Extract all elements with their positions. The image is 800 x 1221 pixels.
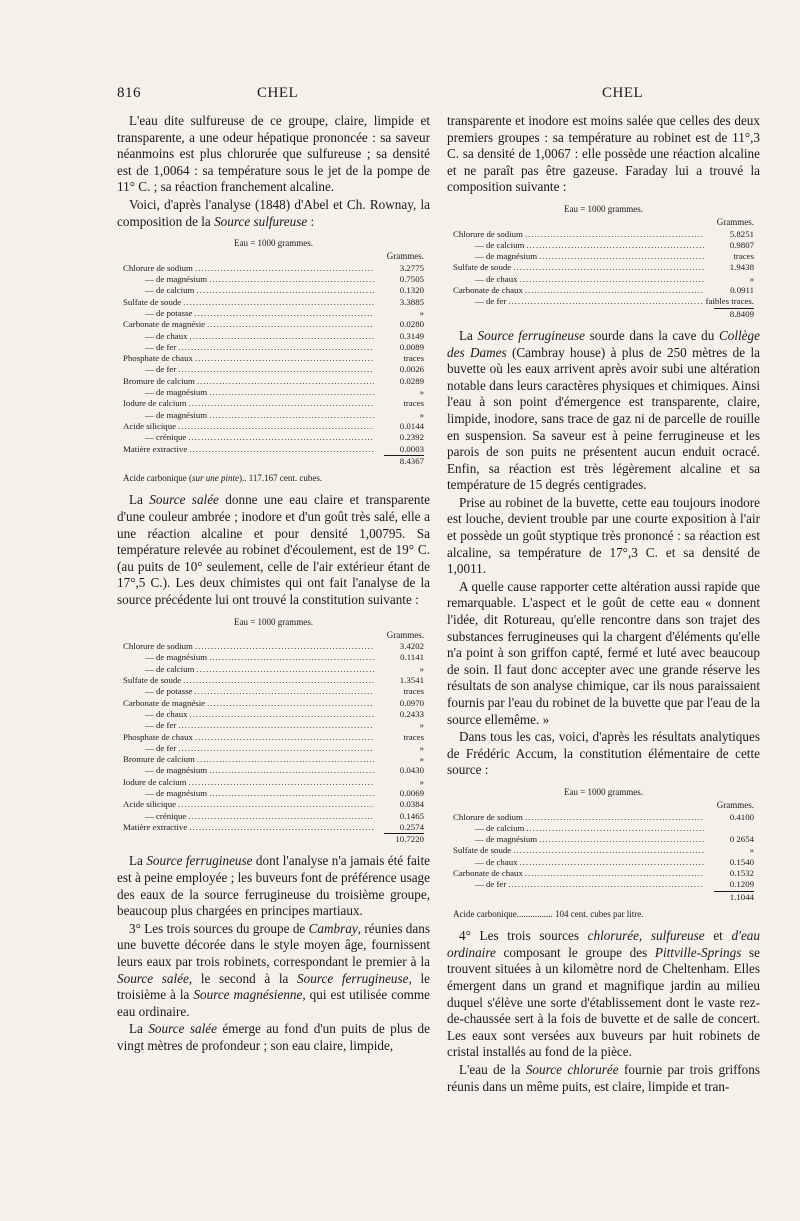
compound-value: 0.1465	[399, 810, 424, 821]
table-row	[123, 353, 424, 364]
table-row	[453, 879, 754, 890]
dot-leader	[539, 834, 704, 845]
compound-name: — de fer	[145, 742, 177, 753]
table-unit: Grammes.	[716, 217, 754, 228]
compound-value: traces	[403, 398, 424, 409]
compound-name: Carbonate de magnésie	[123, 697, 206, 708]
compound-name: — de chaux	[475, 273, 518, 284]
dot-leader	[189, 398, 374, 409]
table-row	[453, 251, 754, 262]
paragraph: Dans tous les cas, voici, d'après les résultats analytiques de Frédéric Accum, la constitution élémentaire de cette source :	[447, 729, 760, 778]
paragraph: L'eau dite sulfureuse de ce groupe, claire, limpide et transparente, a une odeur hépatique prononcée : sa saveur néanmoins est plus chlorurée que sulfureuse ; sa densité est de 1,0064 : sa température sous le jet de la pompe de 11° C. ; sa réaction franchement alcaline.	[117, 113, 430, 195]
compound-value: 0.1540	[729, 856, 754, 867]
table-row	[453, 262, 754, 273]
compound-name: — de calcium	[145, 663, 195, 674]
compound-value: traces	[403, 731, 424, 742]
compound-value: traces	[403, 353, 424, 364]
table-unit: Grammes.	[716, 800, 754, 811]
table-total: 8.8409	[453, 308, 754, 320]
compound-name: Chlorure de sodium	[123, 641, 193, 652]
compound-name: — de magnésium	[145, 409, 208, 420]
dot-leader	[525, 285, 704, 296]
compound-value: 3.3885	[399, 296, 424, 307]
table-row	[123, 297, 424, 308]
compound-value: 0.0911	[730, 285, 754, 296]
table-caption: Eau = 1000 grammes.	[563, 203, 644, 214]
dot-leader	[508, 296, 703, 307]
table-row	[123, 709, 424, 720]
dot-leader	[196, 285, 374, 296]
table-rows	[123, 641, 424, 833]
table-row	[123, 686, 424, 697]
dot-leader	[508, 879, 704, 890]
dot-leader	[526, 240, 704, 251]
compound-name: Acide silicique	[123, 420, 177, 431]
left-column	[117, 113, 430, 1056]
table-row	[123, 285, 424, 296]
compound-value: 0.2392	[399, 432, 424, 443]
table-row	[123, 799, 424, 810]
compound-name: — de fer	[145, 364, 177, 375]
dot-leader	[526, 823, 704, 834]
dot-leader	[195, 353, 374, 364]
compound-value: faibles traces.	[705, 296, 754, 307]
compound-value: traces	[733, 251, 754, 262]
compound-value: 0.0280	[399, 319, 424, 330]
table-caption: Eau = 1000 grammes.	[563, 786, 644, 797]
compound-name: — de calcium	[475, 822, 525, 833]
table-row	[123, 720, 424, 731]
compound-name: Bromure de calcium	[123, 375, 195, 386]
compound-name: — de magnésium	[145, 765, 208, 776]
dot-leader	[209, 652, 374, 663]
table-row	[123, 664, 424, 675]
table-rows	[453, 812, 754, 891]
compound-value: 0.0069	[399, 788, 424, 798]
compound-name: — de potasse	[145, 307, 193, 318]
table-row	[123, 788, 424, 799]
table-row	[453, 834, 754, 845]
table-row	[123, 765, 424, 776]
dot-leader	[178, 421, 374, 432]
dot-leader	[195, 263, 374, 274]
compound-name: — de magnésium	[145, 788, 208, 798]
table-row	[123, 698, 424, 709]
compound-value: 0.0003	[399, 443, 424, 454]
compound-value: 0.7505	[399, 274, 424, 285]
compound-name: — de magnésium	[145, 652, 208, 663]
table-caption: Eau = 1000 grammes.	[233, 238, 314, 249]
dot-leader	[197, 754, 374, 765]
dot-leader	[190, 331, 374, 342]
table-row	[123, 777, 424, 788]
table-total: 1.1044	[453, 891, 754, 903]
compound-value: traces	[403, 686, 424, 697]
table-row	[453, 296, 754, 307]
dot-leader	[183, 297, 374, 308]
compound-name: — de chaux	[145, 330, 188, 341]
table-row	[123, 398, 424, 409]
compound-name: Iodure de calcium	[123, 776, 187, 787]
table-row	[123, 274, 424, 285]
dot-leader	[209, 410, 374, 421]
compound-name: Carbonate de chaux	[453, 868, 523, 879]
dot-leader	[189, 777, 374, 788]
table-row	[453, 845, 754, 856]
compound-name: Sulfate de soude	[453, 262, 512, 273]
dot-leader	[195, 641, 374, 652]
compound-name: Bromure de calcium	[123, 754, 195, 765]
dot-leader	[194, 308, 374, 319]
compound-name: Matière extractive	[123, 443, 188, 454]
compound-value: 0.0144	[399, 420, 424, 431]
table-row	[123, 743, 424, 754]
compound-name: — de fer	[475, 296, 507, 307]
running-title-right: CHEL	[602, 85, 644, 101]
table-row	[123, 410, 424, 421]
dot-leader	[209, 274, 374, 285]
compound-value: 5.8251	[729, 228, 754, 239]
compound-name: Chlorure de sodium	[453, 228, 523, 239]
table-total: 10.7220	[123, 833, 424, 845]
dot-leader	[178, 342, 374, 353]
dot-leader	[520, 274, 704, 285]
compound-value: 0.0089	[399, 341, 424, 352]
paragraph: La Source salée émerge au fond d'un puits de plus de vingt mètres de profondeur ; son eau claire, limpide,	[117, 1021, 430, 1054]
compound-value: »	[419, 663, 424, 674]
table-row	[123, 675, 424, 686]
compound-value: »	[419, 409, 424, 420]
table-note: Acide carbonique (sur une pinte).. 117.167 cent. cubes.	[123, 473, 323, 484]
table-row	[453, 285, 754, 296]
compound-name: Carbonate de chaux	[453, 285, 523, 296]
paragraph: transparente et inodore est moins salée que celles des deux premiers groupes : sa température au robinet est de 11°,3 C. sa densité de 1,0067 : elle possède une réaction alcaline et ne paraît pas être gazeuse. Faraday lui a trouvé la composition suivante :	[447, 113, 760, 195]
table-row	[453, 812, 754, 823]
table-note: Acide carbonique................ 104 cent. cubes par litre.	[453, 908, 644, 919]
compound-name: — de chaux	[475, 856, 518, 867]
dot-leader	[209, 788, 374, 799]
table-row	[123, 387, 424, 398]
dot-leader	[539, 251, 704, 262]
dot-leader	[520, 857, 704, 868]
compound-name: — de magnésium	[145, 274, 208, 285]
dot-leader	[189, 444, 374, 455]
compound-value: 0.4100	[729, 811, 754, 822]
table-row	[123, 331, 424, 342]
table-row	[123, 754, 424, 765]
table-unit: Grammes.	[386, 251, 424, 262]
compound-value: 0.0430	[399, 765, 424, 776]
dot-leader	[195, 732, 374, 743]
compound-value: »	[419, 742, 424, 753]
table-row	[123, 732, 424, 743]
compound-name: — de fer	[475, 879, 507, 890]
paragraph: Voici, d'après l'analyse (1848) d'Abel et Ch. Rownay, la composition de la Source sulfureuse :	[117, 196, 430, 229]
compound-value: 0 2654	[729, 834, 754, 845]
compound-name: — de magnésium	[475, 251, 538, 262]
table-rows	[453, 229, 754, 308]
dot-leader	[178, 720, 374, 731]
compound-value: 0.0289	[399, 375, 424, 386]
compound-name: Iodure de calcium	[123, 398, 187, 409]
dot-leader	[188, 811, 374, 822]
dot-leader	[513, 845, 704, 856]
table-unit: Grammes.	[386, 629, 424, 640]
compound-value: 0.0970	[399, 697, 424, 708]
compound-name: — de fer	[145, 720, 177, 731]
compound-value: 0.1532	[729, 868, 754, 879]
compound-name: — de magnésium	[145, 387, 208, 398]
composition-table-salee	[123, 617, 424, 846]
dot-leader	[190, 709, 374, 720]
compound-name: — crénique	[145, 432, 187, 443]
paragraph: 4° Les trois sources chlorurée, sulfureuse et d'eau ordinaire composant le groupe des Pittville-Springs se trouvent situées à un kilomètre nord de Cheltenham. Elles émergent dans un grand et magnifique jardin au milieu duquel s'élève une sorte d'établissement dont le vaste rez-de-chaussée sert à la fois de buvette et de salle de concert. Les eaux sont versées aux buveurs par huit robinets de cristal installés au fond de la pièce.	[447, 928, 760, 1060]
dot-leader	[178, 364, 374, 375]
table-row	[453, 857, 754, 868]
compound-value: 0.0026	[399, 364, 424, 375]
compound-name: Chlorure de sodium	[453, 811, 523, 822]
table-row	[123, 421, 424, 432]
table-row	[123, 308, 424, 319]
compound-value: »	[419, 307, 424, 318]
paragraph: 3° Les trois sources du groupe de Cambray, réunies dans une buvette décorée dans le style moyen âge, fournissent leurs eaux par trois robinets, correspondant le premier à la Source salée, le second à la Source ferrugineuse, le troisième à la Source magnésienne, qui est utilisée comme eau ordinaire.	[117, 920, 431, 1019]
composition-table-magnesienne	[453, 204, 754, 320]
compound-value: »	[419, 776, 424, 787]
compound-value: 0.1141	[400, 652, 424, 663]
table-row	[453, 229, 754, 240]
paragraph: La Source salée donne une eau claire et transparente d'une couleur ambrée ; inodore et d'un goût très salé, elle a une réaction alcaline et pour densité 1,00795. Sa température relevée au robinet d'écoulement, est de 19° C. (au puits de 10° seulement, celle de l'air extérieur étant de 17°,5 C.). Les deux chimistes qui ont fait l'analyse de la source précédente lui ont trouvé la constitution suivante :	[117, 492, 430, 607]
compound-value: 0.2433	[399, 708, 424, 719]
compound-name: — de calcium	[145, 285, 195, 296]
table-row	[123, 641, 424, 652]
table-row	[453, 823, 754, 834]
composition-table-sulfureuse	[123, 238, 424, 484]
compound-value: »	[749, 845, 754, 856]
table-row	[123, 822, 424, 833]
compound-name: — de fer	[145, 341, 177, 352]
table-row	[453, 274, 754, 285]
dot-leader	[189, 822, 374, 833]
compound-name: Carbonate de magnésie	[123, 319, 206, 330]
dot-leader	[197, 376, 374, 387]
dot-leader	[183, 675, 374, 686]
running-title-left: CHEL	[257, 85, 299, 101]
dot-leader	[525, 812, 704, 823]
compound-value: »	[419, 754, 424, 765]
paragraph: La Source ferrugineuse sourde dans la cave du Collège des Dames (Cambray house) à plus de 250 mètres de la buvette où les eaux arrivent après avoir subi une altération notable dans leurs caractères physiques et chimiques. Ainsi l'eau à son point d'émergence est transparente, claire, limpide, inodore, sans trace de gaz ni de parcelle de rouille en suspension. Sa saveur est à peine ferrugineuse et les parois de son puits ne présentent aucun enduit ocracé. Enfin, sa réaction est très légèrement alcaline et sa température de 15 degrés centigrades.	[447, 327, 760, 493]
table-row	[123, 263, 424, 274]
table-row	[123, 342, 424, 353]
compound-value: 3.4202	[399, 641, 424, 652]
compound-value: 3.2775	[399, 262, 424, 273]
dot-leader	[188, 432, 374, 443]
dot-leader	[525, 868, 704, 879]
table-row	[123, 811, 424, 822]
compound-name: Matière extractive	[123, 821, 188, 832]
compound-value: 0.0384	[399, 799, 424, 810]
compound-name: Acide silicique	[123, 799, 177, 810]
paragraph: A quelle cause rapporter cette altération aussi rapide que remarquable. L'aspect et le goût de cette eau « donnent l'idée, dit Rotureau, qu'elle rencontre dans son trajet des substances ferrugineuses qui la chargent d'éléments qu'elle n'a point à son griffon capté, fermé et luté avec beaucoup de soin. Il faut donc accepter avec une grande réserve les résultats de son analyse chimique, car ils nous paraissaient fournis par l'eau du robinet de la buvette que par l'eau de la source ellemême. »	[447, 578, 760, 727]
compound-value: 1.9438	[729, 262, 754, 273]
compound-name: Chlorure de sodium	[123, 262, 193, 273]
table-row	[123, 319, 424, 330]
table-row	[123, 652, 424, 663]
dot-leader	[207, 698, 374, 709]
table-row	[123, 364, 424, 375]
compound-name: Sulfate de soude	[123, 296, 182, 307]
compound-value: 0.1320	[399, 285, 424, 296]
table-row	[453, 868, 754, 879]
compound-value: 1.3541	[399, 675, 424, 686]
dot-leader	[209, 765, 374, 776]
dot-leader	[513, 262, 704, 273]
paragraph: La Source ferrugineuse dont l'analyse n'a jamais été faite est à peine employée ; les buveurs font de préférence usage des eaux de la source ferrugineuse du troisième groupe, beaucoup plus chargées en principes martiaux.	[117, 853, 430, 919]
table-caption: Eau = 1000 grammes.	[233, 616, 314, 627]
compound-value: 0.1209	[729, 879, 754, 890]
compound-name: Sulfate de soude	[453, 845, 512, 856]
dot-leader	[194, 686, 374, 697]
table-row	[123, 376, 424, 387]
paragraph: L'eau de la Source chlorurée fournie par trois griffons réunis dans un même puits, est claire, limpide et tran-	[447, 1061, 760, 1094]
compound-value: 0.3149	[399, 330, 424, 341]
compound-name: — de calcium	[475, 239, 525, 250]
compound-name: — de magnésium	[475, 834, 538, 845]
compound-name: — de potasse	[145, 686, 193, 697]
table-row	[123, 432, 424, 443]
compound-name: — de chaux	[145, 708, 188, 719]
dot-leader	[178, 743, 374, 754]
dot-leader	[209, 387, 374, 398]
dot-leader	[207, 319, 374, 330]
table-row	[123, 444, 424, 455]
compound-name: Phosphate de chaux	[123, 731, 193, 742]
paragraph: Prise au robinet de la buvette, cette eau toujours inodore est louche, devient trouble par une courte exposition à l'air et possède un goût styptique très prononcé : sa réaction est alcaline, sa température de 17°,3 C. et sa densité de 1,0011.	[447, 494, 760, 577]
right-column	[447, 113, 760, 1096]
compound-value: »	[419, 720, 424, 731]
compound-name: Phosphate de chaux	[123, 353, 193, 364]
compound-value: »	[749, 273, 754, 284]
compound-value: 0.2574	[399, 821, 424, 832]
compound-value: »	[419, 387, 424, 398]
table-total: 8.4367	[123, 455, 424, 467]
page-number: 816	[117, 85, 141, 101]
table-rows	[123, 263, 424, 455]
dot-leader	[525, 229, 704, 240]
table-row	[453, 240, 754, 251]
dot-leader	[196, 664, 374, 675]
compound-value: 0.9807	[729, 239, 754, 250]
compound-name: Sulfate de soude	[123, 675, 182, 686]
composition-table-ferrugineuse	[453, 787, 754, 920]
dot-leader	[178, 799, 374, 810]
compound-name: — crénique	[145, 810, 187, 821]
